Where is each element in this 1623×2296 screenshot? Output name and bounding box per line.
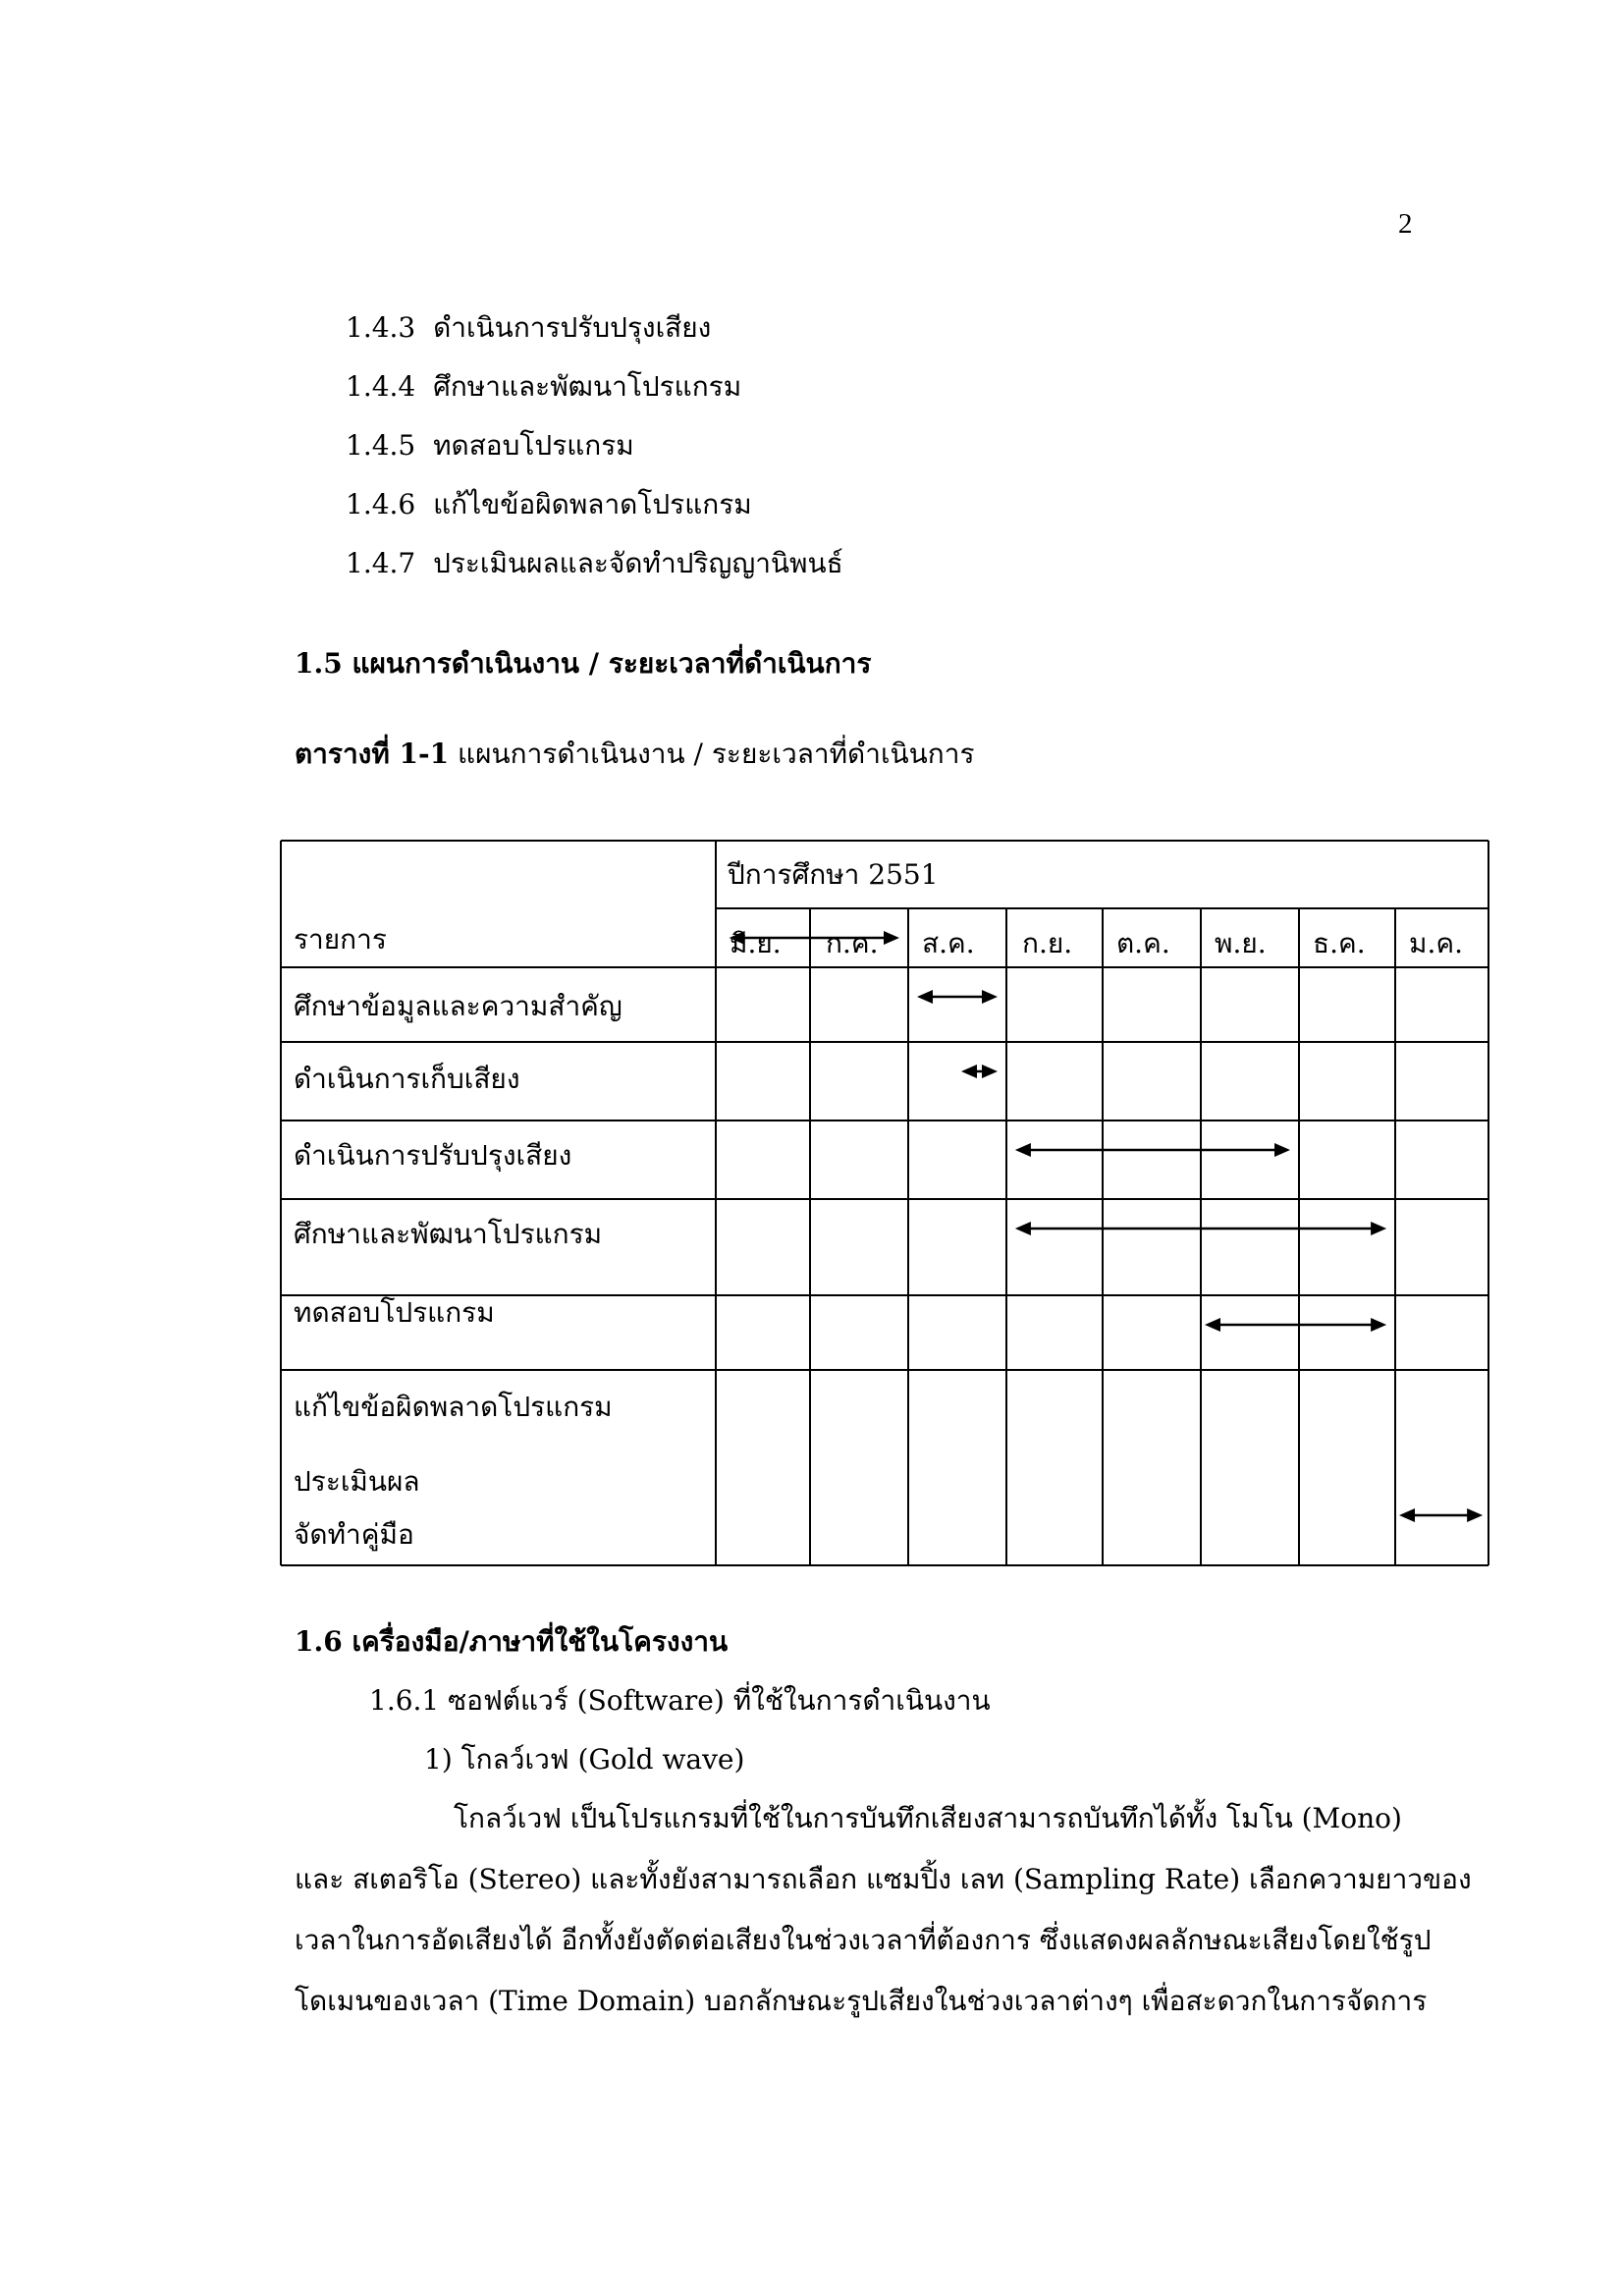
table-caption-label: ตารางที่ 1-1 — [295, 738, 450, 770]
timeline-arrow — [917, 990, 998, 1004]
list-item — [346, 424, 634, 467]
table-caption — [295, 733, 975, 776]
month-header: ม.ค. — [1409, 927, 1463, 959]
list-item-number: 1.4.4 — [346, 370, 416, 403]
item-column-header: รายการ — [294, 923, 387, 956]
month-header: ส.ค. — [922, 927, 975, 959]
list-item — [346, 542, 843, 585]
month-header: ธ.ค. — [1313, 927, 1366, 959]
month-header: มิ.ย. — [730, 927, 782, 959]
list-item-text: ดำเนินการปรับปรุงเสียง — [433, 311, 712, 344]
list-item — [346, 365, 741, 409]
paragraph-line: โกลว์เวฟ เป็นโปรแกรมที่ใช้ในการบันทึกเสียงสามารถบันทึกได้ทั้ง โมโน (Mono) — [454, 1802, 1402, 1834]
year-header: ปีการศึกษา 2551 — [728, 858, 939, 891]
table-row-label: ศึกษาข้อมูลและความสำคัญ — [294, 990, 622, 1022]
month-header: ก.ย. — [1022, 927, 1073, 959]
table-row-label: ศึกษาและพัฒนาโปรแกรม — [294, 1218, 603, 1250]
page-number: 2 — [1398, 208, 1413, 240]
list-item-text: ทดสอบโปรแกรม — [433, 429, 634, 462]
timeline-arrow — [1205, 1318, 1386, 1332]
timeline-arrow — [1399, 1508, 1483, 1522]
list-item-number: 1.4.3 — [346, 311, 416, 344]
table-caption-text: แผนการดำเนินงาน / ระยะเวลาที่ดำเนินการ — [449, 738, 975, 770]
list-item — [346, 483, 752, 526]
timeline-arrow — [1015, 1143, 1290, 1157]
paragraph-line: และ สเตอริโอ (Stereo) และทั้งยังสามารถเลือก แซมปิ้ง เลท (Sampling Rate) เลือกความยาวของ — [295, 1863, 1472, 1895]
list-item-number: 1.4.6 — [346, 488, 416, 520]
plan-table-grid — [280, 840, 1489, 1566]
table-row-label: ดำเนินการเก็บเสียง — [294, 1063, 520, 1095]
list-item-text: ประเมินผลและจัดทำปริญญานิพนธ์ — [433, 547, 843, 579]
list-item: 1) โกลว์เวฟ (Gold wave) — [424, 1743, 745, 1776]
month-header: ต.ค. — [1116, 927, 1170, 959]
table-row-label-line2: จัดทำคู่มือ — [294, 1518, 414, 1551]
list-item — [346, 306, 711, 350]
list-item-text: ศึกษาและพัฒนาโปรแกรม — [433, 370, 742, 403]
timeline-arrow — [961, 1065, 998, 1078]
list-item-number: 1.4.7 — [346, 547, 416, 579]
month-header: ก.ค. — [826, 927, 879, 959]
section-heading: 1.6 เครื่องมือ/ภาษาที่ใช้ในโครงงาน — [295, 1625, 729, 1658]
paragraph-line: เวลาในการอัดเสียงได้ อีกทั้งยังตัดต่อเสียงในช่วงเวลาที่ต้องการ ซึ่งแสดงผลลักษณะเสียงโดยใช้รูป — [295, 1924, 1432, 1956]
section-heading: 1.5 แผนการดำเนินงาน / ระยะเวลาที่ดำเนินการ — [295, 647, 872, 680]
month-header: พ.ย. — [1215, 927, 1267, 959]
plan-table — [280, 840, 1489, 1566]
table-row-label: แก้ไขข้อผิดพลาดโปรแกรม — [294, 1391, 613, 1423]
subsection-heading: 1.6.1 ซอฟต์แวร์ (Software) ที่ใช้ในการดำเนินงาน — [369, 1684, 991, 1717]
list-item-text: แก้ไขข้อผิดพลาดโปรแกรม — [433, 488, 752, 520]
table-row-label: ทดสอบโปรแกรม — [294, 1296, 495, 1329]
table-row-label: ประเมินผล — [294, 1465, 420, 1498]
paragraph-line: โดเมนของเวลา (Time Domain) บอกลักษณะรูปเสียงในช่วงเวลาต่างๆ เพื่อสะดวกในการจัดการ — [295, 1985, 1428, 2017]
list-item-number: 1.4.5 — [346, 429, 416, 462]
table-row-label: ดำเนินการปรับปรุงเสียง — [294, 1139, 572, 1172]
